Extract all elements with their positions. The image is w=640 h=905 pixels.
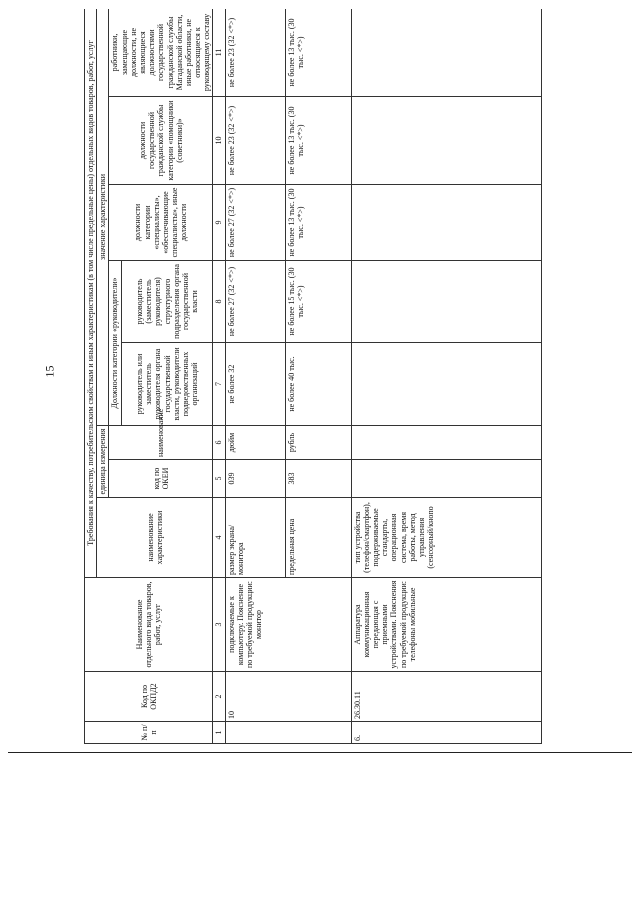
requirements-table xyxy=(84,9,542,744)
table-row xyxy=(225,9,285,744)
hdr-leaders: Должности категории «руководители» xyxy=(109,261,122,426)
col-number: 9 xyxy=(213,185,225,261)
row-name: подключаемые к компьютеру. Пояснение по требуемой продукции: монитор xyxy=(225,578,351,672)
value-col11: не более 23 (32 <*>) xyxy=(225,9,285,97)
column-numbers-row xyxy=(213,9,225,744)
okei-code: 039 xyxy=(225,460,285,498)
value-col7: не более 32 xyxy=(225,343,285,426)
hdr-requirements: Требования к качеству, потребительским свойствам и иным характеристикам (в том числе предельные цены) отдельных видов товаров, работ, услуг xyxy=(85,9,97,578)
col-number: 7 xyxy=(213,343,225,426)
row-code: 10 xyxy=(225,672,351,722)
col-number: 11 xyxy=(213,9,225,97)
hdr-col9: должности категории «специалисты», «обеспечивающие специалисты», иные должности xyxy=(109,185,213,261)
row-code: 26.30.11 xyxy=(351,672,541,722)
hdr-num: № п/п xyxy=(85,722,213,744)
requirements-table-page xyxy=(84,9,554,744)
char-name: предельная цена xyxy=(285,498,351,578)
hdr-unit-name: наименование xyxy=(109,426,213,460)
table-row xyxy=(351,9,541,744)
col-number: 4 xyxy=(213,498,225,578)
hdr-col10: должности государственной гражданской службы категории «помощники (советники)» xyxy=(109,97,213,185)
value-col8: не более 27 (32 <*>) xyxy=(225,261,285,343)
hdr-col11: работники, замещающие должности, не являющиеся должностями государственной гражданской службы Магаданской области, иные работники, не относящиеся к руководящему составу xyxy=(109,9,213,97)
value-col7: не более 40 тыс. xyxy=(285,343,351,426)
unit-name: дюйм xyxy=(225,426,285,460)
value-col9: не более 27 (32 <*>) xyxy=(225,185,285,261)
value-col9: не более 13 тыс. (30 тыс. <*>) xyxy=(285,185,351,261)
col-number: 6 xyxy=(213,426,225,460)
hdr-col7: руководитель или заместитель руководителя органа государственной власти, руководители подведомственных организаций xyxy=(122,343,213,426)
value-col8: не более 15 тыс. (30 тыс. <*>) xyxy=(285,261,351,343)
page-divider xyxy=(8,752,632,753)
okei-code: 383 xyxy=(285,460,351,498)
hdr-code: Код по ОКПД2 xyxy=(85,672,213,722)
row-name: Аппаратура коммуникационная передающая с приемными устройствами. Пояснения по требуемой продукции: телефоны мобильные xyxy=(351,578,541,672)
value-col10: не более 23 (32 <*>) xyxy=(225,97,285,185)
hdr-col8: руководитель (заместитель руководителя) структурного подразделения органа государственной власти xyxy=(122,261,213,343)
col-number: 10 xyxy=(213,97,225,185)
value-col11: не более 13 тыс. (30 тыс. <*>) xyxy=(285,9,351,97)
char-name: размер экрана/монитора xyxy=(225,498,285,578)
char-name: тип устройства (телефон/смартфон), поддерживаемые стандарты, операционная система, время работы, метод управления (сенсорный/кнопо xyxy=(351,498,541,578)
hdr-name: Наименование отдельного вида товаров, работ, услуг xyxy=(85,578,213,672)
hdr-okei: код по ОКЕИ xyxy=(109,460,213,498)
col-number: 8 xyxy=(213,261,225,343)
page-number: 15 xyxy=(42,365,57,378)
col-number: 3 xyxy=(213,578,225,672)
row-number: 6. xyxy=(351,722,541,744)
unit-name: рубль xyxy=(285,426,351,460)
hdr-unit: единица измерения xyxy=(97,426,109,498)
col-number: 2 xyxy=(213,672,225,722)
value-col10: не более 13 тыс. (30 тыс. <*>) xyxy=(285,97,351,185)
hdr-value: значение характеристики xyxy=(97,9,109,426)
col-number: 5 xyxy=(213,460,225,498)
hdr-char: наименование характеристики xyxy=(97,498,213,578)
col-number: 1 xyxy=(213,722,225,744)
